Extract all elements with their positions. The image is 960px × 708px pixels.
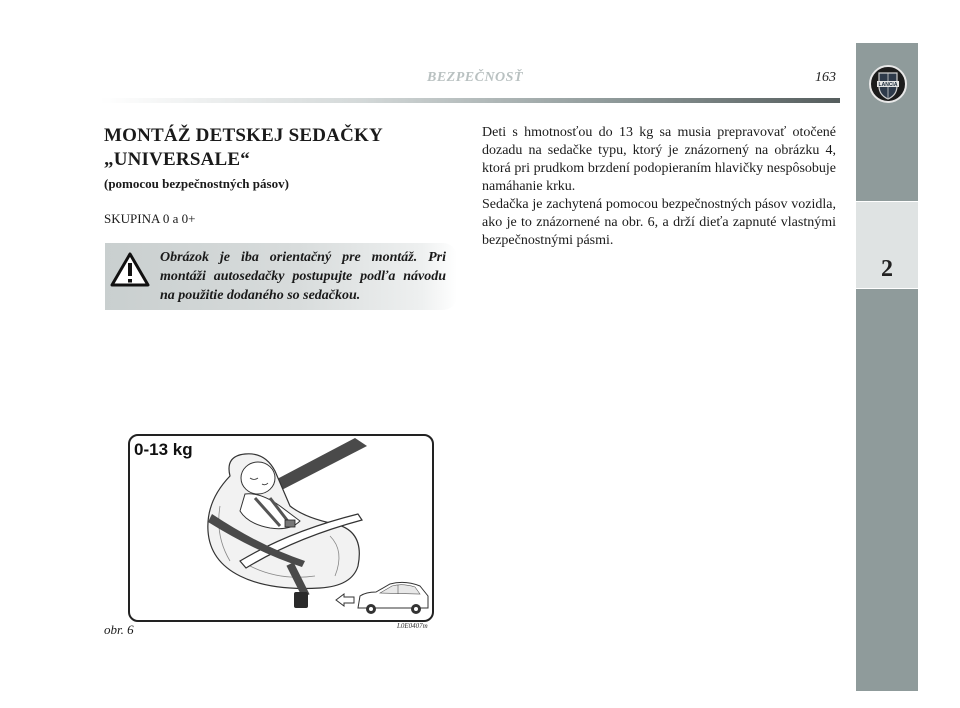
body-text [482,124,836,250]
figure-weight-label: 0-13 kg [134,440,193,459]
belt-buckle [294,592,308,608]
figure-illustration [128,434,434,622]
group-label: SKUPINA 0 a 0+ [104,211,196,226]
lancia-shield-icon [868,64,908,104]
heading-line-2: „UNIVERSALE“ [104,149,250,170]
warning-triangle-icon [110,252,150,288]
figure-code: L0E0407m [397,622,428,630]
chapter-sidebar [856,43,918,691]
body-paragraph-1: Deti s hmotnosťou do 13 kg sa musia prepravovať otočené dozadu na sedačke typu, ktorý je znázornený na obrázku 4, ktorá pri prudkom brzdení podopieraním hlavičky nespôsobuje namáhanie krku. [482,125,836,194]
header-rule [100,98,840,103]
section-subheading: (pomocou bezpečnostných pásov) [104,176,289,191]
chapter-number: 2 [881,256,893,282]
section-heading [104,124,444,172]
direction-arrow-icon [336,594,354,606]
running-header-title: BEZPEČNOSŤ [426,70,523,85]
figure-caption: obr. 6 [104,622,134,637]
heading-line-1: MONTÁŽ DETSKEJ SEDAČKY [104,125,383,146]
harness-buckle [285,520,295,527]
page-number: 163 [815,70,836,85]
warning-text: Obrázok je iba orientačný pre montáž. Pri montáži autosedačky postupujte podľa návodu na použitie dodaného so sedačkou. [160,250,446,303]
body-paragraph-2: Sedačka je zachytená pomocou bezpečnostných pásov vozidla, ako je to znázornené na obr. 6, a drží dieťa zapnuté vlastnými bezpečnostnými pásmi. [482,197,836,248]
car-icon [358,582,428,614]
logo-text: LANCIA [878,82,898,88]
